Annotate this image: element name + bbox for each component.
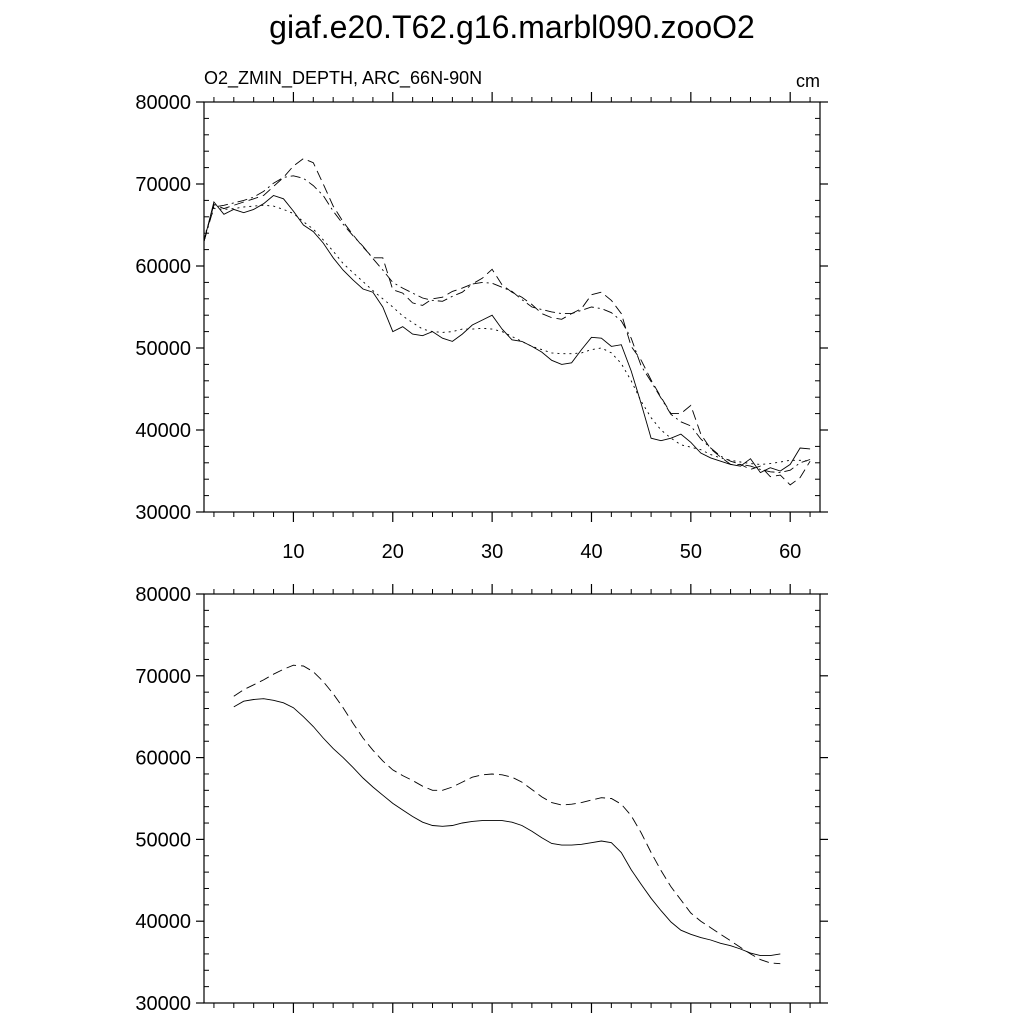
x-tick-label: 30 <box>481 541 504 563</box>
series-line-solid <box>204 196 810 473</box>
y-tick-label: 80000 <box>135 92 191 114</box>
plot-frame <box>204 594 820 1003</box>
figure-title: giaf.e20.T62.g16.marbl090.zooO2 <box>269 9 755 45</box>
series-line-dash <box>234 665 781 964</box>
y-tick-label: 80000 <box>135 584 191 606</box>
series-line-solid <box>234 699 781 956</box>
top-line-panel <box>135 92 828 563</box>
bottom-line-panel <box>135 584 828 1015</box>
y-tick-label: 60000 <box>135 256 191 278</box>
panel-units-label: cm <box>796 71 820 91</box>
series-line-dash <box>204 159 810 485</box>
y-tick-label: 40000 <box>135 911 191 934</box>
x-tick-label: 10 <box>282 541 305 563</box>
y-tick-label: 30000 <box>135 993 191 1015</box>
x-tick-label: 20 <box>381 541 404 563</box>
panel-variable-label: O2_ZMIN_DEPTH, ARC_66N-90N <box>204 68 483 88</box>
y-tick-label: 50000 <box>135 829 191 852</box>
x-tick-label: 40 <box>580 541 603 563</box>
x-tick-label: 50 <box>679 541 702 563</box>
y-tick-label: 70000 <box>135 174 191 196</box>
y-tick-label: 30000 <box>135 502 191 524</box>
x-tick-label: 60 <box>779 541 802 563</box>
y-tick-label: 60000 <box>135 747 191 770</box>
y-tick-label: 50000 <box>135 338 191 360</box>
series-line-dashdot <box>204 176 810 473</box>
y-tick-label: 70000 <box>135 665 191 688</box>
y-tick-label: 40000 <box>135 420 191 442</box>
